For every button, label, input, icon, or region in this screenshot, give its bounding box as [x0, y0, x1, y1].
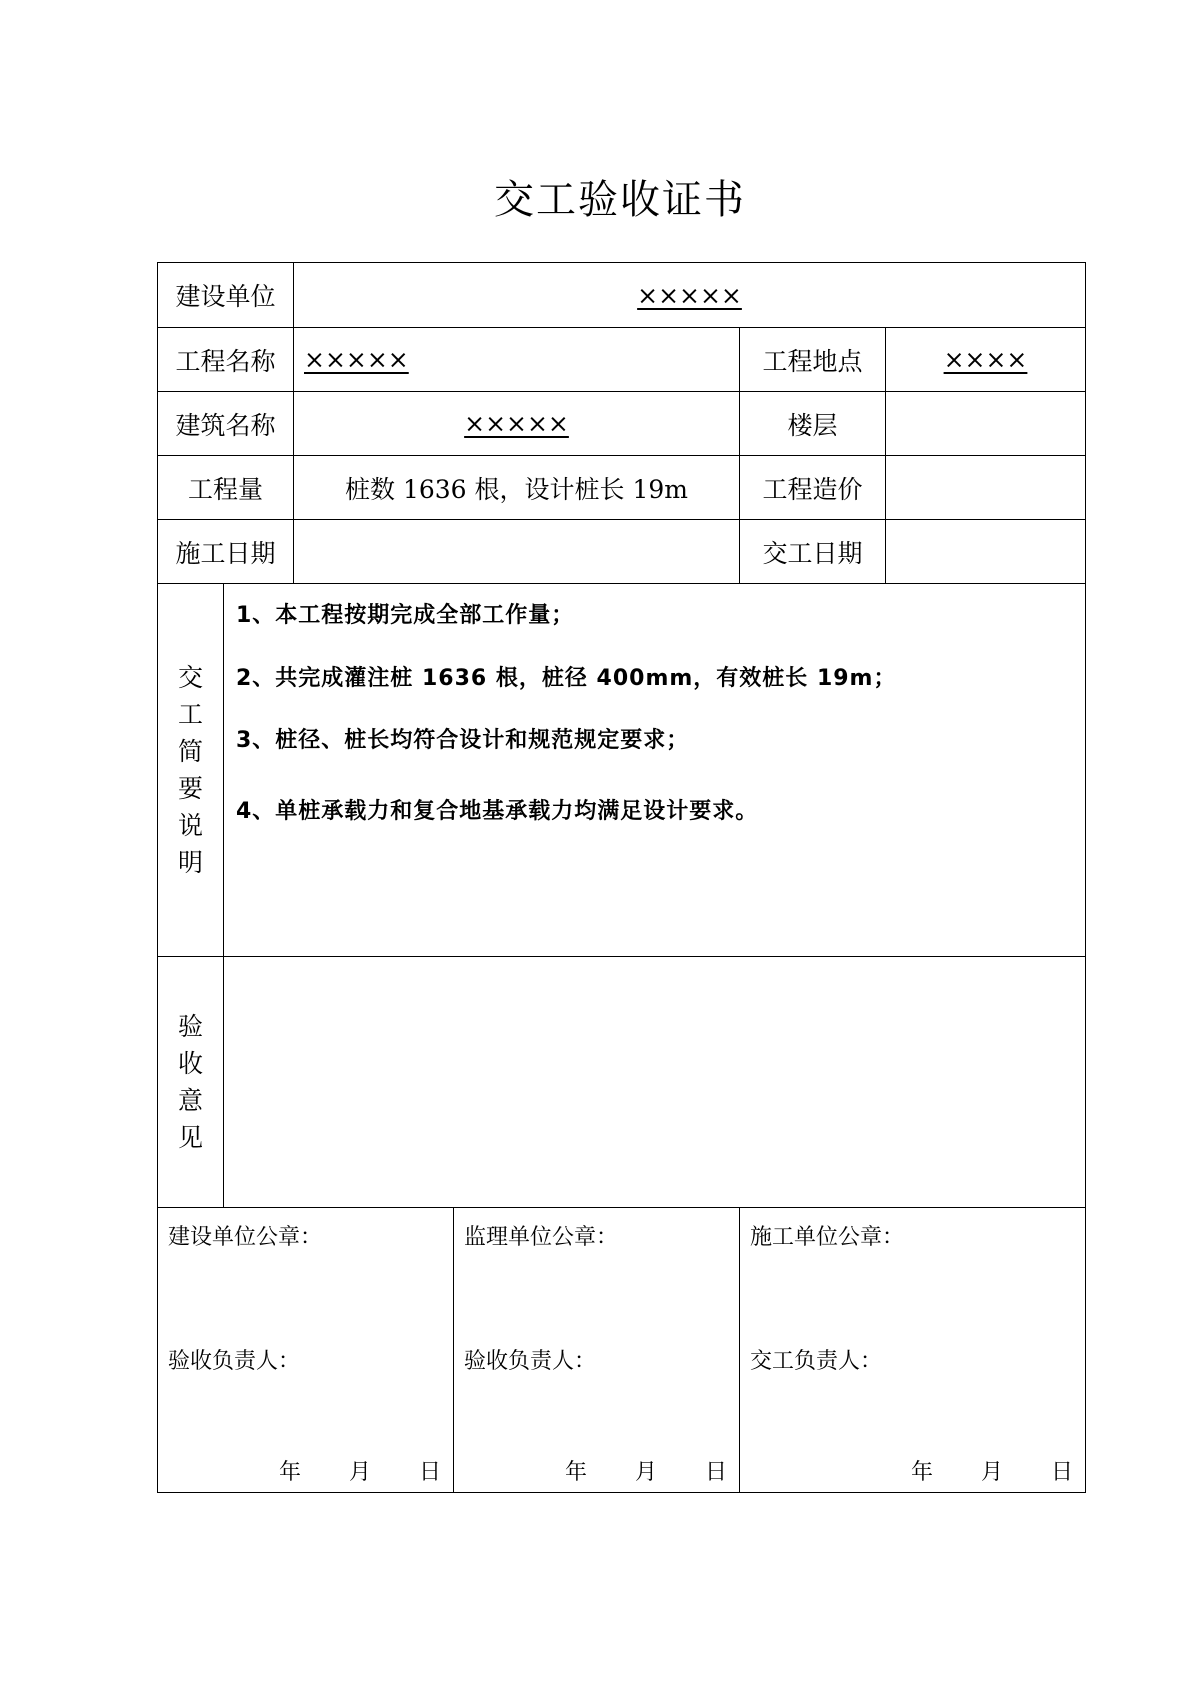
date-month: 月 [634, 1460, 657, 1485]
quantity-label: 工程量 [158, 456, 294, 520]
supervisor-seal-label: 监理单位公章： [464, 1225, 619, 1250]
contractor-seal-label: 施工单位公章： [750, 1225, 905, 1250]
summary-label-char: 交 [177, 663, 203, 692]
signature-supervisor [454, 1208, 740, 1493]
signature-contractor [740, 1208, 1086, 1493]
summary-label-char: 要 [177, 774, 203, 803]
supervisor-person-label: 验收负责人： [464, 1349, 597, 1374]
handover-date-label: 交工日期 [740, 520, 886, 584]
summary-item-4: 4、单桩承载力和复合地基承载力均满足设计要求。 [236, 799, 759, 824]
start-date-label: 施工日期 [158, 520, 294, 584]
date-month: 月 [980, 1460, 1003, 1485]
summary-label-char: 说 [177, 811, 203, 840]
opinion-label-char: 收 [177, 1049, 203, 1078]
date-day: 日 [704, 1460, 727, 1485]
owner-person-label: 验收负责人： [168, 1349, 301, 1374]
summary-label-char: 工 [177, 700, 203, 729]
contractor-person-label: 交工负责人： [750, 1349, 883, 1374]
floor-label: 楼层 [740, 392, 886, 456]
handover-date-value [886, 520, 1086, 584]
summary-content [224, 584, 1086, 957]
cost-label: 工程造价 [740, 456, 886, 520]
contractor-date [911, 1455, 1073, 1486]
opinion-label-char: 意 [177, 1086, 203, 1115]
quantity-value: 桩数 1636 根，设计桩长 19m [294, 456, 740, 520]
owner-label: 建设单位 [158, 263, 294, 328]
project-name-label: 工程名称 [158, 328, 294, 392]
project-name-value-cell [294, 328, 740, 392]
project-location-value: ×××× [943, 345, 1028, 374]
summary-item-1: 1、本工程按期完成全部工作量； [236, 603, 575, 628]
opinion-label-char: 验 [177, 1012, 203, 1041]
building-name-value: ××××× [464, 409, 569, 438]
opinion-label-char: 见 [177, 1123, 203, 1152]
building-name-label: 建筑名称 [158, 392, 294, 456]
date-day: 日 [1050, 1460, 1073, 1485]
opinion-value [224, 957, 1086, 1208]
signature-owner [158, 1208, 454, 1493]
date-year: 年 [564, 1460, 587, 1485]
summary-label-char: 简 [177, 737, 203, 766]
owner-value: ××××× [637, 280, 742, 310]
project-name-value: ××××× [304, 345, 409, 374]
project-location-label: 工程地点 [740, 328, 886, 392]
floor-value [886, 392, 1086, 456]
opinion-label [158, 957, 224, 1208]
document-title: 交工验收证书 [494, 177, 746, 223]
project-location-value-cell [886, 328, 1086, 392]
date-year: 年 [278, 1460, 301, 1485]
supervisor-date [565, 1455, 727, 1486]
summary-item-3: 3、桩径、桩长均符合设计和规范规定要求； [236, 728, 690, 753]
summary-label [158, 584, 224, 957]
date-day: 日 [418, 1460, 441, 1485]
acceptance-form [157, 262, 1086, 1493]
owner-seal-label: 建设单位公章： [168, 1225, 323, 1250]
summary-label-char: 明 [177, 848, 203, 877]
summary-item-2: 2、共完成灌注桩 1636 根，桩径 400mm，有效桩长 19m； [236, 666, 897, 691]
owner-value-cell [294, 263, 1086, 328]
cost-value [886, 456, 1086, 520]
building-name-value-cell [294, 392, 740, 456]
start-date-value [294, 520, 740, 584]
owner-date [279, 1455, 441, 1486]
date-month: 月 [348, 1460, 371, 1485]
date-year: 年 [910, 1460, 933, 1485]
